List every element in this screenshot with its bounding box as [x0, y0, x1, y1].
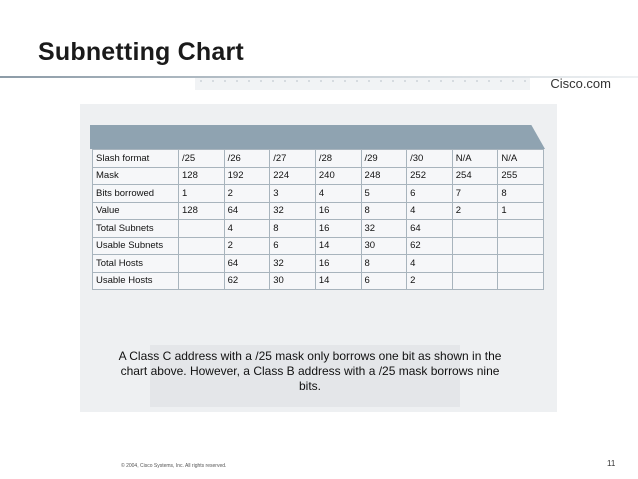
table-cell — [452, 220, 498, 238]
table-row — [93, 167, 544, 185]
table-row — [93, 185, 544, 203]
table-cell: N/A — [498, 150, 544, 168]
table-row — [93, 255, 544, 273]
table-cell — [179, 220, 225, 238]
table-cell: 64 — [407, 220, 453, 238]
table-cell: 255 — [498, 167, 544, 185]
table-cell: 4 — [407, 202, 453, 220]
table-cell — [498, 237, 544, 255]
table-cell: 2 — [407, 272, 453, 290]
subnetting-table — [92, 149, 544, 290]
table-cell: 32 — [361, 220, 407, 238]
row-label: Bits borrowed — [93, 185, 179, 203]
table-cell: 14 — [315, 272, 361, 290]
table-cell: N/A — [452, 150, 498, 168]
row-label: Usable Subnets — [93, 237, 179, 255]
table-cell — [179, 255, 225, 273]
header-rule — [0, 76, 638, 98]
table-cell: 6 — [407, 185, 453, 203]
copyright-footer: © 2004, Cisco Systems, Inc. All rights reserved. — [121, 463, 227, 469]
slide-title: Subnetting Chart — [38, 38, 244, 66]
table-cell: 8 — [361, 202, 407, 220]
table-cell: 4 — [224, 220, 270, 238]
table-cell — [498, 255, 544, 273]
table-cell: 1 — [179, 185, 225, 203]
table-cell: 8 — [270, 220, 316, 238]
table-cell — [179, 237, 225, 255]
table-row — [93, 237, 544, 255]
table-row — [93, 272, 544, 290]
table-cell: 16 — [315, 255, 361, 273]
table-cell: 1 — [498, 202, 544, 220]
table-cell: /27 — [270, 150, 316, 168]
table-cell — [179, 272, 225, 290]
table-cell: 64 — [224, 202, 270, 220]
table-cell: 32 — [270, 255, 316, 273]
row-label: Value — [93, 202, 179, 220]
table-cell: 252 — [407, 167, 453, 185]
table-cell: 2 — [224, 237, 270, 255]
table-cell: 30 — [361, 237, 407, 255]
table-cell: 30 — [270, 272, 316, 290]
table-cell — [452, 255, 498, 273]
table-cell: 2 — [452, 202, 498, 220]
table-cell: 62 — [407, 237, 453, 255]
table-cell: /26 — [224, 150, 270, 168]
table-cell: 62 — [224, 272, 270, 290]
row-label: Usable Hosts — [93, 272, 179, 290]
caption-text: A Class C address with a /25 mask only borrows one bit as shown in the chart above. However, a Class B address with a /25 mask borrows nine bits. — [118, 349, 502, 393]
table-cell: /25 — [179, 150, 225, 168]
table-cell: 16 — [315, 220, 361, 238]
table-cell — [452, 272, 498, 290]
table-cell: /30 — [407, 150, 453, 168]
page-number: 11 — [607, 459, 616, 468]
row-label: Slash format — [93, 150, 179, 168]
row-label: Total Subnets — [93, 220, 179, 238]
table-cell: 4 — [407, 255, 453, 273]
table-cell: 4 — [315, 185, 361, 203]
table-cell: 128 — [179, 202, 225, 220]
table-header-banner — [90, 125, 545, 149]
table-cell: 14 — [315, 237, 361, 255]
table-cell: 64 — [224, 255, 270, 273]
table-cell: 224 — [270, 167, 316, 185]
table-cell: /29 — [361, 150, 407, 168]
table-cell: 2 — [224, 185, 270, 203]
table-cell: 8 — [498, 185, 544, 203]
table-row — [93, 150, 544, 168]
brand-label: Cisco.com — [550, 76, 611, 91]
table-row — [93, 202, 544, 220]
table-cell — [452, 237, 498, 255]
table-cell: 16 — [315, 202, 361, 220]
table-cell: 254 — [452, 167, 498, 185]
table-cell: 3 — [270, 185, 316, 203]
table-cell: 6 — [270, 237, 316, 255]
table-cell: 6 — [361, 272, 407, 290]
table-cell: /28 — [315, 150, 361, 168]
table-cell: 32 — [270, 202, 316, 220]
row-label: Mask — [93, 167, 179, 185]
table-cell — [498, 220, 544, 238]
table-cell: 248 — [361, 167, 407, 185]
table-cell: 128 — [179, 167, 225, 185]
table-cell: 5 — [361, 185, 407, 203]
table-cell — [498, 272, 544, 290]
table-cell: 192 — [224, 167, 270, 185]
row-label: Total Hosts — [93, 255, 179, 273]
table-cell: 8 — [361, 255, 407, 273]
table-cell: 7 — [452, 185, 498, 203]
table-cell: 240 — [315, 167, 361, 185]
table-row — [93, 220, 544, 238]
